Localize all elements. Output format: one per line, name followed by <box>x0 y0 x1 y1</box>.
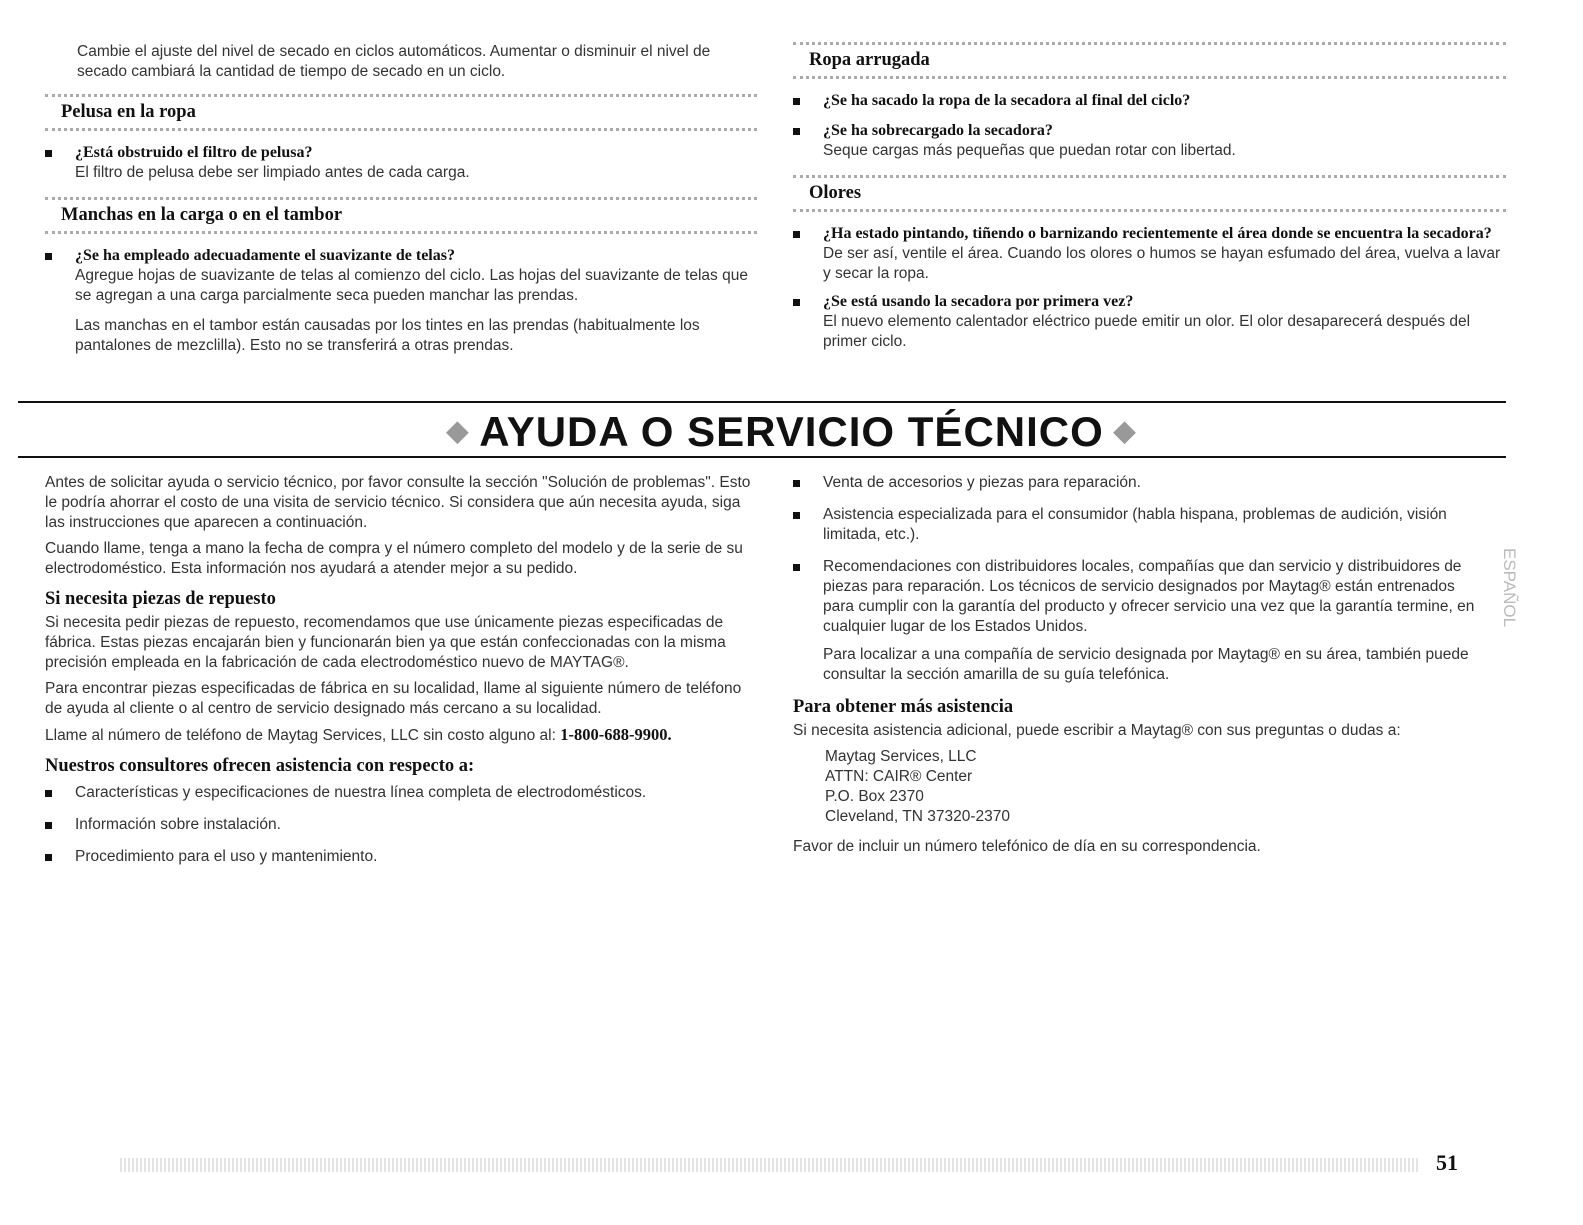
list-item-text: Información sobre instalación. <box>75 816 281 833</box>
page-title <box>0 405 1583 458</box>
question: ¿Se ha sobrecargado la secadora? <box>823 122 1053 139</box>
bullet-icon <box>793 231 800 238</box>
section-header-olores: Olores <box>793 175 1506 212</box>
bullet-icon <box>45 790 52 797</box>
list-item <box>793 292 1506 352</box>
phone-lead: Llame al número de teléfono de Maytag Services, LLC sin costo alguno al: <box>45 727 561 744</box>
list-item <box>793 224 1506 284</box>
list-item <box>793 473 1483 493</box>
phone-number: 1-800-688-9900. <box>560 725 672 744</box>
question: ¿Se ha empleado adecuadamente el suavizante de telas? <box>75 247 455 264</box>
bullet-icon <box>45 822 52 829</box>
parts-paragraph: Si necesita pedir piezas de repuesto, recomendamos que use únicamente piezas especificadas de fábrica. Estas piezas encajarán bien y funcionarán bien ya que están confeccionadas con la misma precisión empleada en la fabricación de cada electrodoméstico nuevo de MAYTAG®. <box>45 614 726 671</box>
answer: De ser así, ventile el área. Cuando los olores o humos se hayan esfumado del área, vuelva a lavar y secar la ropa. <box>823 245 1501 282</box>
bullet-icon <box>45 854 52 861</box>
bullet-icon <box>793 299 800 306</box>
address-line: Cleveland, TN 37320-2370 <box>825 808 1010 825</box>
list-item-note: Para localizar a una compañía de servicio designada por Maytag® en su área, también puede consultar la sección amarilla de su guía telefónica. <box>823 646 1469 683</box>
locate-parts-paragraph: Para encontrar piezas especificadas de fábrica en su localidad, llame al siguiente número de teléfono de ayuda al cliente o al centro de servicio designado más cercano a su localidad. <box>45 680 742 717</box>
page-number: 51 <box>1436 1150 1458 1175</box>
list-item <box>45 847 757 867</box>
footer-decoration <box>120 1158 1420 1172</box>
list-item-text: Venta de accesorios y piezas para reparación. <box>823 474 1141 491</box>
bottom-left-column <box>45 473 757 879</box>
address-line: ATTN: CAIR® Center <box>825 768 973 785</box>
language-side-tab: ESPAÑOL <box>1500 548 1519 628</box>
question: ¿Está obstruido el filtro de pelusa? <box>75 144 313 161</box>
top-rule <box>18 401 1506 403</box>
section-header-manchas: Manchas en la carga o en el tambor <box>45 197 757 234</box>
address-line: Maytag Services, LLC <box>825 748 977 765</box>
bullet-icon <box>45 150 52 157</box>
list-item-text: Recomendaciones con distribuidores locales, compañías que dan servicio y distribuidores de piezas para reparación. Los técnicos de servicio designados por Maytag® están entrenados para cumplir con la garantía del producto y ofrecer servicio una vez que la garantía termine, en cualquier lugar de los Estados Unidos. <box>823 558 1475 635</box>
list-item <box>45 815 757 835</box>
list-item <box>793 121 1506 161</box>
top-left-column <box>45 42 757 362</box>
diamond-icon: ◆ <box>1113 415 1137 446</box>
mailing-address <box>825 747 1483 827</box>
top-right-column <box>793 34 1506 358</box>
phone-paragraph <box>45 725 757 746</box>
assistance-paragraph: Si necesita asistencia adicional, puede escribir a Maytag® con sus preguntas o dudas a: <box>793 722 1401 739</box>
list-item-text: Asistencia especializada para el consumidor (habla hispana, problemas de audición, visión limitada, etc.). <box>823 506 1447 543</box>
bullet-icon <box>793 98 800 105</box>
section-header-arrugada: Ropa arrugada <box>793 42 1506 79</box>
bullet-icon <box>793 512 800 519</box>
answer: Agregue hojas de suavizante de telas al comienzo del ciclo. Las hojas del suavizante de telas que se agregan a una carga parcialmente seca pueden manchar las prendas. <box>75 267 748 304</box>
list-item <box>793 505 1483 545</box>
section-header-pelusa: Pelusa en la ropa <box>45 94 757 131</box>
note: Las manchas en el tambor están causadas por los tintes en las prendas (habitualmente los pantalones de mezclilla). Esto no se transferirá a otras prendas. <box>75 317 700 354</box>
bullet-icon <box>793 480 800 487</box>
list-item-text: Características y especificaciones de nuestra línea completa de electrodomésticos. <box>75 784 647 801</box>
page-title-text: AYUDA O SERVICIO TÉCNICO <box>479 408 1104 455</box>
bullet-icon <box>45 253 52 260</box>
diamond-icon: ◆ <box>446 415 470 446</box>
answer: Seque cargas más pequeñas que puedan rotar con libertad. <box>823 142 1236 159</box>
section-header-consultores: Nuestros consultores ofrecen asistencia con respecto a: <box>45 756 475 776</box>
bottom-right-column <box>793 473 1483 857</box>
call-paragraph: Cuando llame, tenga a mano la fecha de compra y el número completo del modelo y de la serie de su electrodoméstico. Esta información nos ayudará a atender mejor a su pedido. <box>45 540 743 577</box>
bullet-icon <box>793 564 800 571</box>
list-item-text: Procedimiento para el uso y mantenimiento. <box>75 848 378 865</box>
list-item <box>793 91 1506 111</box>
section-header-asistencia: Para obtener más asistencia <box>793 697 1014 717</box>
answer: El filtro de pelusa debe ser limpiado antes de cada carga. <box>75 164 470 181</box>
list-item <box>793 557 1483 685</box>
question: ¿Se ha sacado la ropa de la secadora al final del ciclo? <box>823 92 1191 109</box>
list-item <box>45 143 757 183</box>
closing-paragraph: Favor de incluir un número telefónico de día en su correspondencia. <box>793 838 1261 855</box>
section-header-repuesto: Si necesita piezas de repuesto <box>45 589 276 609</box>
question: ¿Se está usando la secadora por primera vez? <box>823 293 1134 310</box>
bullet-icon <box>793 128 800 135</box>
bottom-rule <box>18 456 1506 458</box>
intro-paragraph: Antes de solicitar ayuda o servicio técnico, por favor consulte la sección "Solución de problemas". Esto le podría ahorrar el costo de una visita de servicio técnico. Si considera que aún necesita ayuda, siga las instrucciones que aparecen a continuación. <box>45 474 751 531</box>
address-line: P.O. Box 2370 <box>825 788 924 805</box>
answer: El nuevo elemento calentador eléctrico puede emitir un olor. El olor desaparecerá después del primer ciclo. <box>823 313 1471 350</box>
list-item <box>45 246 757 356</box>
question: ¿Ha estado pintando, tiñendo o barnizando recientemente el área donde se encuentra la secadora? <box>823 225 1492 242</box>
list-item <box>45 783 757 803</box>
dryness-intro: Cambie el ajuste del nivel de secado en ciclos automáticos. Aumentar o disminuir el nivel de secado cambiará la cantidad de tiempo de secado en un ciclo. <box>77 43 711 80</box>
